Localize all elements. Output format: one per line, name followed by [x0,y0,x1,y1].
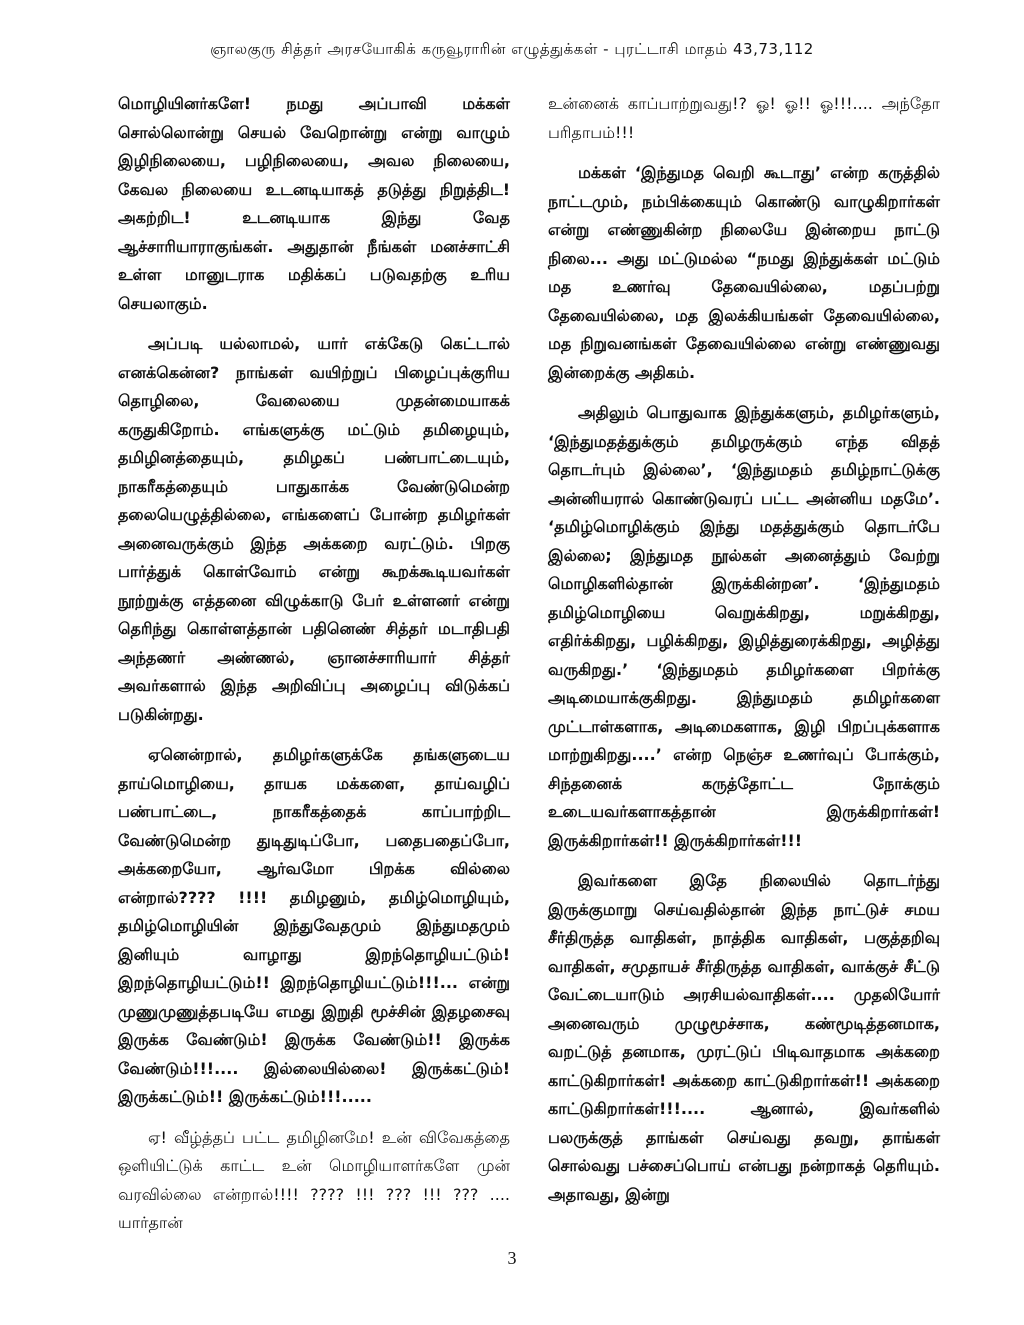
paragraph: உன்னைக் காப்பாற்றுவது!? ஓ! ஓ!! ஓ!!!.... அந்தோ பரிதாபம்!!! [548,94,940,142]
right-column [548,90,940,1210]
paragraph: மொழியினர்களே! நமது அப்பாவி மக்கள் சொல்லொன்று செயல் வேறொன்று என்று வாழும் இழிநிலையை, பழிநிலையை, அவல நிலையை, கேவல நிலையை உடனடியாகத் தடுத்து நிறுத்திட! அகற்றிட! உடனடியாக இந்து வேத ஆச்சாரியாராகுங்கள். அதுதான் நீங்கள் மனச்சாட்சி உள்ள மானுடராக மதிக்கப் படுவதற்கு உரிய செயலாகும். [118,94,510,313]
paragraph: இவர்களை இதே நிலையில் தொடர்ந்து இருக்குமாறு செய்வதில்தான் இந்த நாட்டுச் சமய சீர்திருத்த வாதிகள், நாத்திக வாதிகள், பகுத்தறிவு வாதிகள், சமுதாயச் சீர்திருத்த வாதிகள், வாக்குச் சீட்டு வேட்டையாடும் அரசியல்வாதிகள்.... முதலியோர் அனைவரும் முழுமூச்சாக, கண்மூடித்தனமாக, வறட்டுத் தனமாக, முரட்டுப் பிடிவாதமாக அக்கறை காட்டுகிறார்கள்! அக்கறை காட்டுகிறார்கள்!! அக்கறை காட்டுகிறார்கள்!!!.... ஆனால், இவர்களில் பலருக்குத் தாங்கள் செய்வது தவறு, தாங்கள் சொல்வது பச்சைப்பொய் என்பது நன்றாகத் தெரியும். அதாவது, இன்று [548,871,940,1204]
page-number: 3 [507,1248,517,1268]
paragraph: ஏ! வீழ்த்தப் பட்ட தமிழினமே! உன் விவேகத்தை ஒளியிட்டுக் காட்ட உன் மொழியாளர்களே முன் வரவில்லை என்றால்!!!! ???? !!! ??? !!! ??? .... யார்தான் [118,1127,510,1232]
left-column [118,90,510,1232]
paragraph: அதிலும் பொதுவாக இந்துக்களும், தமிழர்களும், ‘இந்துமதத்துக்கும் தமிழருக்கும் எந்த விதத் தொடர்பும் இல்லை’, ‘இந்துமதம் தமிழ்நாட்டுக்கு அன்னியரால் கொண்டுவரப் பட்ட அன்னிய மதமே’. ‘தமிழ்மொழிக்கும் இந்து மதத்துக்கும் தொடர்பே இல்லை; இந்துமத நூல்கள் அனைத்தும் வேற்று மொழிகளில்தான் இருக்கின்றன’. ‘இந்துமதம் தமிழ்மொழியை வெறுக்கிறது, மறுக்கிறது, எதிர்க்கிறது, பழிக்கிறது, இழித்துரைக்கிறது, அழித்து வருகிறது.’ ‘இந்துமதம் தமிழர்களை பிறர்க்கு அடிமையாக்குகிறது. இந்துமதம் தமிழர்களை முட்டாள்களாக, அடிமைகளாக, இழி பிறப்புக்களாக மாற்றுகிறது....’ என்ற நெஞ்ச உணர்வுப் போக்கும், சிந்தனைக் கருத்தோட்ட நோக்கும் உடையவர்களாகத்தான் இருக்கிறார்கள்! இருக்கிறார்கள்!! இருக்கிறார்கள்!!! [548,403,940,850]
paragraph: மக்கள் ‘இந்துமத வெறி கூடாது’ என்ற கருத்தில் நாட்டமும், நம்பிக்கையும் கொண்டு வாழுகிறார்கள் என்று எண்ணுகின்ற நிலையே இன்றைய நாட்டு நிலை... அது மட்டுமல்ல “நமது இந்துக்கள் மட்டும் மத உணர்வு தேவையில்லை, மதப்பற்று தேவையில்லை, மத இலக்கியங்கள் தேவையில்லை, மத நிறுவனங்கள் தேவையில்லை என்று எண்ணுவது இன்றைக்கு அதிகம். [548,163,940,382]
paragraph: ஏனென்றால், தமிழர்களுக்கே தங்களுடைய தாய்மொழியை, தாயக மக்களை, தாய்வழிப் பண்பாட்டை, நாகரீகத்தைக் காப்பாற்றிட வேண்டுமென்ற துடிதுடிப்போ, பதைபதைப்போ, அக்கறையோ, ஆர்வமோ பிறக்க வில்லை என்றால்???? !!!! தமிழனும், தமிழ்மொழியும், தமிழ்மொழியின் இந்துவேதமும் இந்துமதமும் இனியும் வாழாது இறந்தொழியட்டும்! இறந்தொழியட்டும்!! இறந்தொழியட்டும்!!!... என்று முணுமுணுத்தபடியே எமது இறுதி மூச்சின் இதழசைவு இருக்க வேண்டும்! இருக்க வேண்டும்!! இருக்க வேண்டும்!!!.... இல்லையில்லை! இருக்கட்டும்! இருக்கட்டும்!! இருக்கட்டும்!!!..... [118,745,510,1106]
running-header: ஞாலகுரு சித்தர் அரசயோகிக் கருவூராரின் எழுத்துக்கள் - புரட்டாசி மாதம் 43,73,112 [210,40,814,58]
paragraph: அப்படி யல்லாமல், யார் எக்கேடு கெட்டால் எனக்கென்ன? நாங்கள் வயிற்றுப் பிழைப்புக்குரிய தொழிலை, வேலையை முதன்மையாகக் கருதுகிறோம். எங்களுக்கு மட்டும் தமிழையும், தமிழினத்தையும், தமிழகப் பண்பாட்டையும், நாகரீகத்தையும் பாதுகாக்க வேண்டுமென்ற தலையெழுத்தில்லை, எங்களைப் போன்ற தமிழர்கள் அனைவருக்கும் இந்த அக்கறை வரட்டும். பிறகு பார்த்துக் கொள்வோம் என்று கூறக்கூடியவர்கள் நூற்றுக்கு எத்தனை விழுக்காடு பேர் உள்ளனர் என்று தெரிந்து கொள்ளத்தான் பதினெண் சித்தர் மடாதிபதி அந்தணர் அண்ணல், ஞானச்சாரியார் சித்தர் அவர்களால் இந்த அறிவிப்பு அழைப்பு விடுக்கப் படுகின்றது. [118,334,510,724]
